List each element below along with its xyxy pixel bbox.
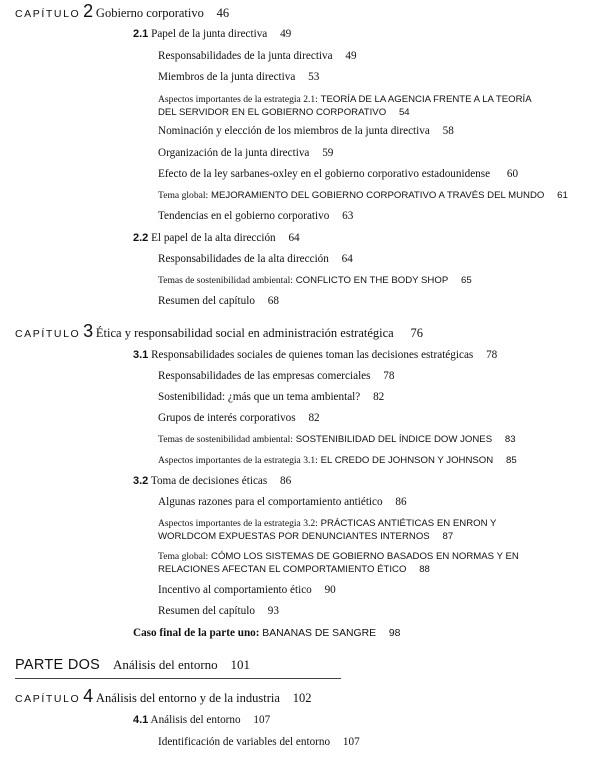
chapter-label: CAPÍTULO xyxy=(15,8,81,20)
toc-section-4-1 xyxy=(133,714,270,727)
final-case-label: Caso final de la parte uno: xyxy=(133,627,260,639)
toc-feature-entry-cont xyxy=(158,563,430,576)
toc-feature-entry xyxy=(158,550,519,563)
page-number: 63 xyxy=(342,210,354,222)
final-case-title: BANANAS DE SANGRE xyxy=(262,628,377,639)
toc-feature-entry xyxy=(158,274,472,287)
toc-section-3-1 xyxy=(133,349,497,362)
toc-entry xyxy=(158,50,357,63)
feature-label: Temas de sostenibilidad ambiental: xyxy=(158,434,293,445)
feature-label: Aspectos importantes de la estrategia 2.1: xyxy=(158,94,318,105)
page-number: 49 xyxy=(280,28,292,40)
part-divider-rule xyxy=(15,678,341,679)
toc-feature-entry xyxy=(158,189,568,202)
feature-title: WORLDCOM EXPUESTAS POR DENUNCIANTES INTERNOS xyxy=(158,531,430,542)
toc-entry xyxy=(158,295,279,308)
page-number: 64 xyxy=(288,232,300,244)
section-title: Responsabilidades sociales de quienes toman las decisiones estratégicas xyxy=(151,349,474,361)
part-label: PARTE DOS xyxy=(15,657,101,673)
toc-entry xyxy=(158,253,353,266)
toc-entry xyxy=(158,736,360,749)
entry-title: Algunas razones para el comportamiento antiético xyxy=(158,496,383,508)
entry-title: Organización de la junta directiva xyxy=(158,147,310,159)
feature-title: MEJORAMIENTO DEL GOBIERNO CORPORATIVO A TRAVÉS DEL MUNDO xyxy=(211,190,545,201)
entry-title: Miembros de la junta directiva xyxy=(158,71,296,83)
toc-entry xyxy=(158,412,320,425)
toc-feature-entry xyxy=(158,433,516,446)
page-number: 93 xyxy=(267,605,279,617)
page-number: 65 xyxy=(461,275,472,286)
page-number: 53 xyxy=(308,71,320,83)
entry-title: Efecto de la ley sarbanes-oxley en el gobierno corporativo estadounidense xyxy=(158,168,491,180)
entry-title: Grupos de interés corporativos xyxy=(158,412,296,424)
page-number: 78 xyxy=(486,349,498,361)
feature-title: RELACIONES AFECTAN EL COMPORTAMIENTO ÉTICO xyxy=(158,564,407,575)
chapter-title: Gobierno corporativo xyxy=(95,6,204,20)
toc-feature-entry xyxy=(158,517,496,530)
toc-entry xyxy=(158,210,353,223)
feature-label: Tema global: xyxy=(158,551,209,562)
page-number: 58 xyxy=(442,125,454,137)
toc-entry xyxy=(158,147,333,160)
page-number: 76 xyxy=(410,326,424,340)
entry-title: Responsabilidades de la junta directiva xyxy=(158,50,333,62)
feature-title: DEL SERVIDOR EN EL GOBIERNO CORPORATIVO xyxy=(158,107,387,118)
entry-title: Tendencias en el gobierno corporativo xyxy=(158,210,330,222)
chapter-number: 4 xyxy=(83,686,94,706)
toc-part-two xyxy=(15,658,250,673)
page-number: 54 xyxy=(398,107,410,118)
section-title: El papel de la alta dirección xyxy=(151,232,276,244)
page-number: 64 xyxy=(341,253,353,265)
part-title: Análisis del entorno xyxy=(112,657,218,672)
toc-entry xyxy=(158,584,336,597)
section-title: Toma de decisiones éticas xyxy=(150,475,268,487)
feature-label: Aspectos importantes de la estrategia 3.2: xyxy=(158,518,318,529)
toc-feature-entry xyxy=(158,93,532,106)
page-number: 102 xyxy=(292,691,312,705)
page-number: 86 xyxy=(395,496,407,508)
page-number: 78 xyxy=(383,370,395,382)
entry-title: Nominación y elección de los miembros de la junta directiva xyxy=(158,125,430,137)
page-number: 61 xyxy=(557,190,568,201)
toc-section-2-1 xyxy=(133,28,291,41)
toc-final-case xyxy=(133,627,400,640)
page-number: 49 xyxy=(345,50,357,62)
page-number: 107 xyxy=(342,736,360,748)
toc-chapter-3 xyxy=(15,321,424,341)
page-number: 60 xyxy=(506,168,519,180)
chapter-label: CAPÍTULO xyxy=(15,328,81,340)
toc-entry xyxy=(158,496,407,509)
entry-title: Sostenibilidad: ¿más que un tema ambiental? xyxy=(158,391,361,403)
page-number: 86 xyxy=(280,475,292,487)
feature-title: EL CREDO DE JOHNSON Y JOHNSON xyxy=(320,455,494,466)
chapter-title: Ética y responsabilidad social en administración estratégica xyxy=(95,326,394,340)
feature-title: TEORÍA DE LA AGENCIA FRENTE A LA TEORÍA xyxy=(320,94,532,105)
page-number: 83 xyxy=(504,434,516,445)
page-number: 107 xyxy=(253,714,271,726)
toc-feature-entry-cont xyxy=(158,530,453,543)
chapter-number: 3 xyxy=(83,321,94,341)
section-number: 3.1 xyxy=(133,349,149,361)
toc-entry xyxy=(158,370,394,383)
page-number: 101 xyxy=(230,657,250,672)
page-number: 59 xyxy=(322,147,334,159)
feature-title: PRÁCTICAS ANTIÉTICAS EN ENRON Y xyxy=(320,518,497,529)
toc-entry xyxy=(158,125,454,138)
toc-chapter-2 xyxy=(15,1,230,21)
page-number: 82 xyxy=(308,412,320,424)
toc-chapter-4 xyxy=(15,686,312,706)
entry-title: Resumen del capítulo xyxy=(158,295,255,307)
toc-feature-entry-cont xyxy=(158,106,410,119)
page-number: 46 xyxy=(216,6,230,20)
toc-feature-entry xyxy=(158,454,517,467)
entry-title: Resumen del capítulo xyxy=(158,605,255,617)
feature-label: Tema global: xyxy=(158,190,209,201)
entry-title: Responsabilidades de la alta dirección xyxy=(158,253,329,265)
chapter-number: 2 xyxy=(83,1,94,21)
toc-entry xyxy=(158,168,518,181)
section-number: 3.2 xyxy=(133,475,149,487)
feature-label: Aspectos importantes de la estrategia 3.1: xyxy=(158,455,318,466)
feature-title: SOSTENIBILIDAD DEL ÍNDICE DOW JONES xyxy=(295,434,493,445)
section-number: 2.1 xyxy=(133,28,149,40)
page-number: 88 xyxy=(419,564,430,575)
toc-section-3-2 xyxy=(133,475,291,488)
entry-title: Incentivo al comportamiento ético xyxy=(158,584,312,596)
toc-entry xyxy=(158,391,384,404)
chapter-label: CAPÍTULO xyxy=(15,693,81,705)
page-number: 85 xyxy=(506,455,517,466)
feature-title: CONFLICTO EN THE BODY SHOP xyxy=(295,275,449,286)
page-number: 68 xyxy=(267,295,279,307)
feature-title: CÓMO LOS SISTEMAS DE GOBIERNO BASADOS EN NORMAS Y EN xyxy=(211,551,519,562)
toc-entry xyxy=(158,605,279,618)
page-number: 90 xyxy=(324,584,336,596)
entry-title: Identificación de variables del entorno xyxy=(158,736,331,748)
section-number: 4.1 xyxy=(133,714,149,726)
page-number: 82 xyxy=(373,391,385,403)
page-number: 87 xyxy=(442,531,454,542)
toc-section-2-2 xyxy=(133,232,300,245)
toc-entry xyxy=(158,71,319,84)
chapter-title: Análisis del entorno y de la industria xyxy=(95,691,280,705)
section-number: 2.2 xyxy=(133,232,149,244)
entry-title: Responsabilidades de las empresas comerciales xyxy=(158,370,371,382)
section-title: Análisis del entorno xyxy=(150,714,241,726)
page-number: 98 xyxy=(388,628,401,639)
feature-label: Temas de sostenibilidad ambiental: xyxy=(158,275,293,286)
section-title: Papel de la junta directiva xyxy=(151,28,268,40)
